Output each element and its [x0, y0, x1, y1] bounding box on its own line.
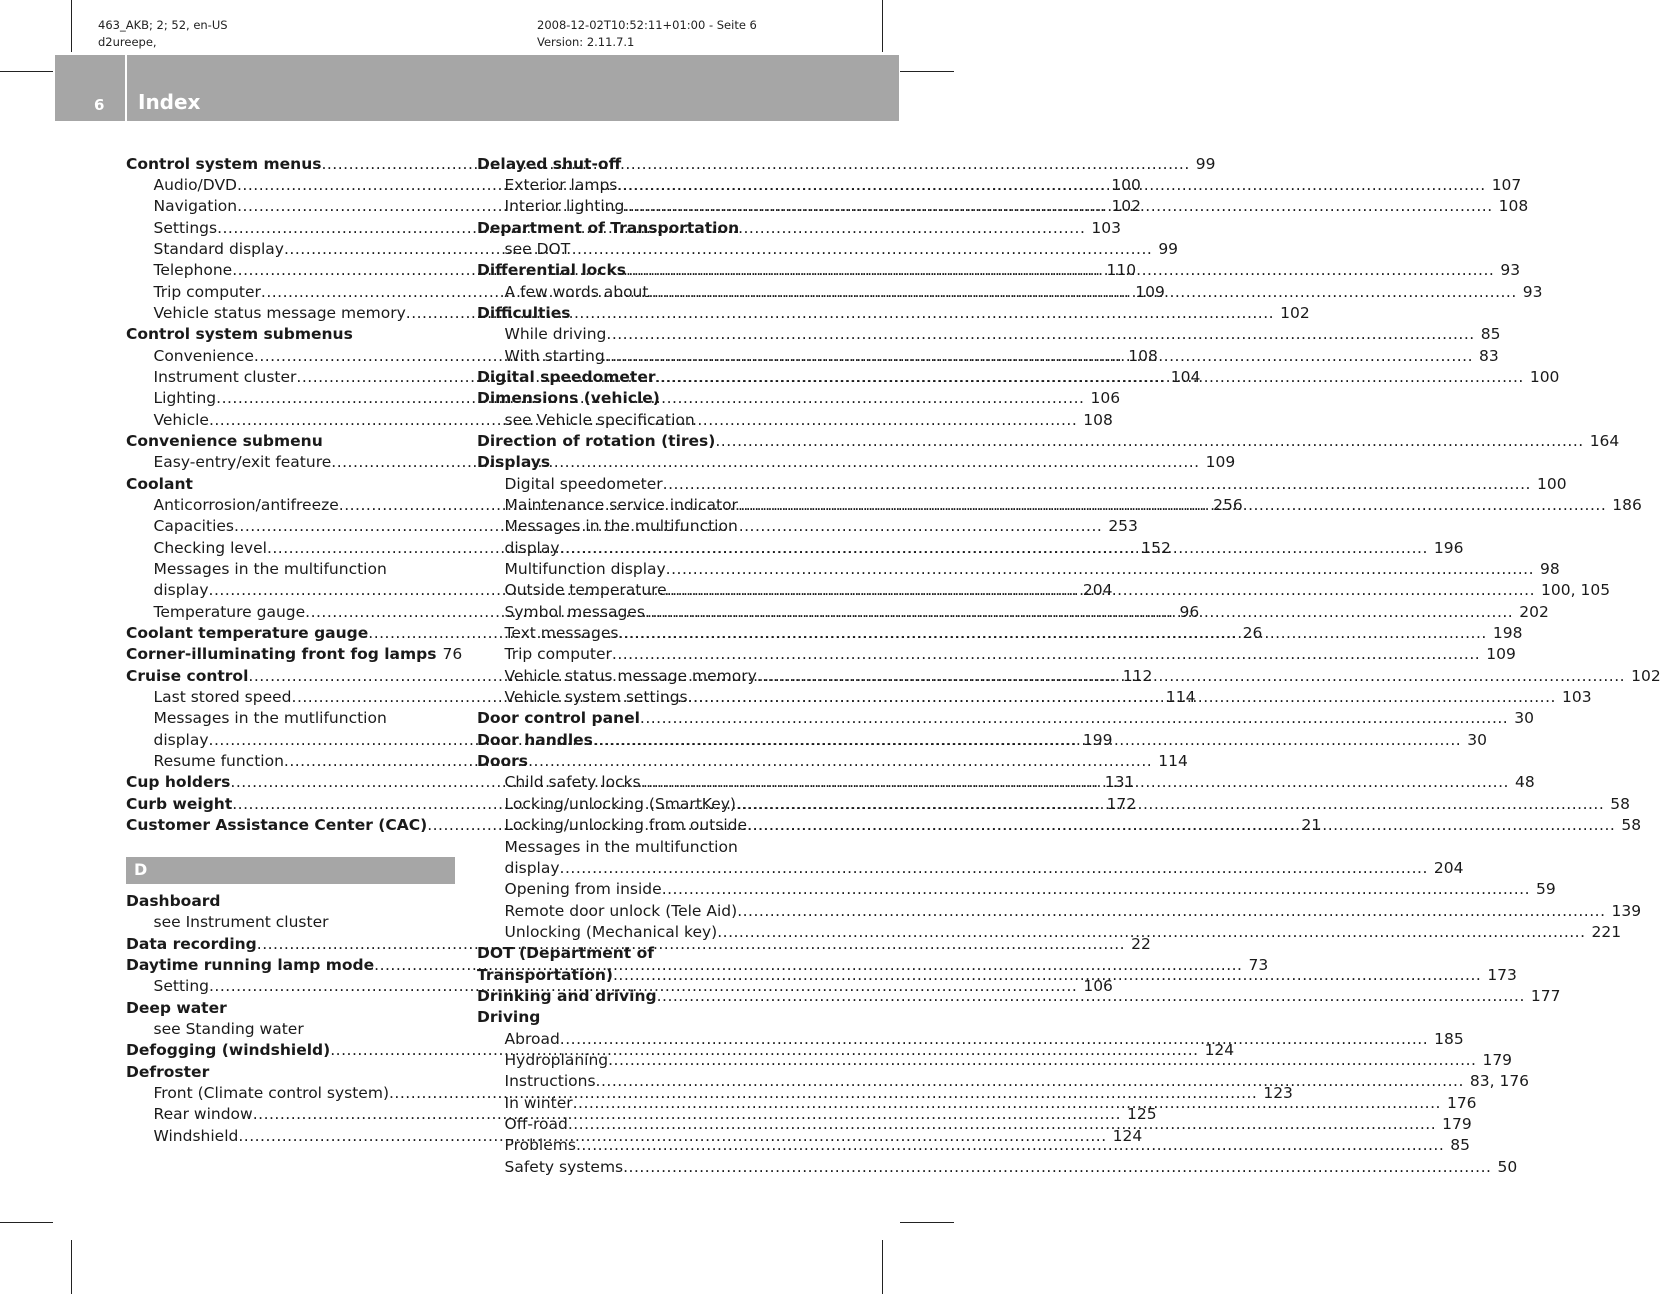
page-ref: 109 — [1205, 453, 1236, 472]
entry-text: Exterior lamps — [504, 175, 618, 194]
entry-text: Hydroplaning — [504, 1050, 609, 1069]
dot-leader — [641, 772, 1509, 793]
entry-text: display — [153, 730, 209, 749]
entry-text: Temperature gauge — [153, 602, 306, 621]
page-ref: 109 — [1135, 282, 1165, 301]
entry-text: Defroster — [126, 1062, 210, 1081]
entry-text: Lighting — [153, 389, 217, 408]
entry-text: Department of Transportation — [477, 218, 740, 237]
page-ref: 172 — [1106, 794, 1137, 813]
page-ref: 85 — [1450, 1136, 1471, 1155]
entry-text: Abroad — [504, 1029, 560, 1048]
dot-leader — [560, 538, 1428, 559]
entry-text: DOT (Department of — [477, 944, 654, 963]
dot-leader — [626, 260, 1494, 281]
dot-leader — [619, 623, 1487, 644]
index-heading — [477, 452, 806, 473]
page-ref: 26 — [1242, 624, 1263, 643]
dot-leader — [617, 175, 1485, 196]
dot-leader — [662, 879, 1530, 900]
entry-text: While driving — [504, 325, 607, 344]
page-ref: 30 — [1467, 730, 1487, 749]
page-ref: 98 — [1540, 560, 1560, 579]
entry-text: Vehicle — [153, 410, 209, 429]
page-ref: 186 — [1612, 496, 1642, 514]
dot-leader — [738, 495, 1606, 516]
page-ref: 198 — [1492, 624, 1523, 643]
dot-leader — [645, 602, 1513, 623]
entry-text: Cruise control — [126, 666, 249, 685]
entry-text: Standard display — [153, 239, 284, 258]
entry-text: Messages in the multifunction — [153, 560, 387, 579]
page-ref: 108 — [1498, 197, 1529, 216]
entry-text: Maintenance service indicator — [504, 496, 738, 514]
index-heading — [477, 154, 806, 175]
index-subentry-text — [126, 708, 455, 729]
entry-text: Control system submenus — [126, 325, 353, 344]
page-ref: 103 — [1091, 218, 1121, 237]
index-heading — [126, 431, 455, 452]
entry-text: Opening from inside — [504, 880, 662, 899]
entry-text: Driving — [477, 1008, 541, 1027]
dot-leader — [648, 282, 1516, 303]
entry-text: see Vehicle specification — [504, 410, 695, 429]
index-heading — [477, 388, 806, 409]
header-divider — [125, 55, 127, 121]
dot-leader — [613, 965, 1481, 986]
entry-text: Child safety locks — [504, 773, 641, 792]
page-ref: 204 — [1433, 858, 1464, 877]
entry-text: Remote door unlock (Tele Aid) — [504, 901, 738, 920]
page-ref: 104 — [1170, 367, 1201, 386]
crop-mark — [882, 0, 883, 52]
index-entry — [477, 708, 1534, 729]
page-ref: 124 — [1112, 1126, 1143, 1145]
page-ref: 50 — [1497, 1157, 1518, 1176]
page-ref: 256 — [1213, 496, 1243, 514]
index-heading — [126, 891, 455, 912]
entry-text: Delayed shut-off — [477, 154, 622, 173]
entry-text: Interior lighting — [504, 197, 625, 216]
page-ref: 73 — [1248, 956, 1269, 975]
page-ref: 100, 105 — [1541, 581, 1611, 600]
entry-text: Text messages — [504, 624, 619, 643]
entry-text: Locking/unlocking (SmartKey) — [504, 794, 736, 813]
page-ref: 106 — [1083, 977, 1113, 996]
page-ref: 125 — [1127, 1105, 1157, 1124]
page-ref: 131 — [1104, 773, 1135, 792]
dot-leader — [568, 1114, 1436, 1135]
index-subentry-text — [477, 410, 806, 431]
entry-text: Trip computer — [153, 282, 261, 301]
entry-text: Rear window — [153, 1105, 253, 1124]
page-ref: 164 — [1589, 431, 1620, 450]
entry-text: Symbol messages — [504, 602, 645, 621]
index-subentry-text — [477, 239, 806, 260]
entry-text: Corner-illuminating front fog lamps — [126, 645, 437, 664]
index-heading — [477, 751, 806, 772]
dot-leader — [560, 858, 1428, 879]
entry-text: Daytime running lamp mode — [126, 956, 375, 975]
crop-mark — [71, 0, 72, 52]
dot-leader — [608, 1050, 1476, 1071]
index-entry — [477, 965, 1517, 986]
page-ref: 106 — [1090, 389, 1121, 408]
entry-text: Vehicle status message memory — [153, 303, 406, 322]
index-subentry — [477, 879, 1556, 900]
entry-text: Problems — [504, 1136, 576, 1155]
entry-text: Vehicle status message memory — [504, 666, 757, 685]
page-ref: 58 — [1610, 794, 1631, 813]
print-meta-right — [537, 17, 757, 51]
index-subentry — [477, 922, 1622, 943]
page-ref: 109 — [1486, 645, 1516, 664]
entry-text: Unlocking (Mechanical key) — [504, 922, 718, 941]
dot-leader — [593, 730, 1461, 751]
entry-text: Dimensions (vehicle) — [477, 389, 660, 408]
entry-text: In winter — [504, 1093, 573, 1112]
entry-text: Dashboard — [126, 892, 221, 910]
index-subentry-text — [126, 1019, 455, 1040]
entry-text: Easy-entry/exit feature — [153, 453, 332, 472]
page-ref: 196 — [1433, 538, 1464, 557]
page-ref: 179 — [1482, 1050, 1513, 1069]
entry-text: Instrument cluster — [153, 367, 297, 386]
page-ref: 185 — [1434, 1029, 1464, 1048]
dot-leader — [757, 666, 1625, 687]
entry-text: Resume function — [153, 752, 284, 771]
entry-text: Anticorrosion/antifreeze — [153, 496, 339, 514]
page-ref: 99 — [1195, 154, 1216, 173]
entry-text: display — [504, 858, 560, 877]
entry-text: Digital speedometer — [477, 367, 656, 386]
entry-text: Curb weight — [126, 794, 233, 813]
page-ref: 253 — [1108, 517, 1138, 536]
index-subentry — [477, 1071, 1530, 1092]
index-subentry-text — [477, 837, 806, 858]
entry-text: Direction of rotation (tires) — [477, 431, 716, 450]
page-ref: 204 — [1082, 581, 1113, 600]
entry-text: Windshield — [153, 1126, 239, 1145]
page-ref: 108 — [1083, 410, 1113, 429]
dot-leader — [666, 559, 1534, 580]
section-letter-bar — [126, 857, 455, 884]
entry-text: Messages in the mutlifunction — [153, 709, 387, 728]
meta-right-line1: 2008-12-02T10:52:11+01:00 - Seite 6 — [537, 18, 757, 32]
index-subentry — [477, 1029, 1464, 1050]
index-subentry-text — [477, 516, 806, 537]
dot-leader — [560, 1029, 1428, 1050]
entry-text: Doors — [477, 752, 529, 771]
page-ref: 100 — [1529, 367, 1560, 386]
meta-left-line1: 463_AKB; 2; 52, en-US — [98, 18, 228, 32]
entry-text: Capacities — [153, 517, 234, 536]
page-ref: 123 — [1263, 1084, 1293, 1103]
entry-text: see Instrument cluster — [153, 913, 329, 932]
entry-text: Convenience submenu — [126, 431, 323, 450]
page-ref: 114 — [1158, 752, 1188, 771]
index-heading — [126, 998, 455, 1019]
entry-text: Trip computer — [504, 645, 612, 664]
dot-leader — [688, 687, 1556, 708]
page-ref: 202 — [1519, 602, 1549, 621]
entry-text: Off-road — [504, 1114, 568, 1133]
index-subentry-text — [126, 559, 455, 580]
page-ref: 76 — [442, 645, 463, 664]
dot-leader — [596, 1071, 1464, 1092]
dot-leader — [736, 794, 1604, 815]
entry-text: Last stored speed — [153, 688, 292, 707]
meta-right-line2: Version: 2.11.7.1 — [537, 35, 635, 49]
entry-text: Navigation — [153, 197, 238, 216]
page-ref: 21 — [1301, 816, 1322, 835]
entry-text: Displays — [477, 453, 551, 472]
dot-leader — [737, 901, 1605, 922]
index-heading — [477, 943, 806, 964]
entry-text: display — [504, 538, 560, 557]
page-ref: 176 — [1446, 1093, 1477, 1112]
index-subentry-text — [126, 912, 455, 933]
page-ref: 100 — [1111, 175, 1141, 194]
page-ref: 93 — [1500, 261, 1521, 280]
entry-text: Settings — [153, 218, 218, 237]
page-ref: 152 — [1141, 538, 1171, 557]
index-heading — [477, 218, 806, 239]
index-heading — [126, 474, 455, 495]
crop-mark — [0, 1222, 53, 1223]
entry-text: Defogging (windshield) — [126, 1041, 331, 1060]
index-subentry — [477, 858, 1464, 879]
entry-text: Control system menus — [126, 154, 322, 173]
index-subentry — [477, 474, 1567, 495]
entry-text: Differential locks — [477, 261, 627, 280]
page-ref: 100 — [1536, 474, 1567, 493]
page-ref: 102 — [1631, 666, 1661, 685]
page-ref: 107 — [1491, 175, 1522, 194]
page-ref: 124 — [1204, 1041, 1235, 1060]
entry-text: Drinking and driving — [477, 986, 657, 1005]
index-subentry — [477, 559, 1560, 580]
page-ref: 179 — [1442, 1114, 1472, 1133]
entry-text: Customer Assistance Center (CAC) — [126, 816, 428, 835]
dot-leader — [624, 196, 1492, 217]
page-ref: 103 — [1561, 688, 1592, 707]
page-ref: 221 — [1591, 922, 1622, 941]
page-ref: 96 — [1179, 602, 1200, 621]
section-letter: D — [134, 860, 148, 879]
dot-leader — [612, 644, 1480, 665]
page-ref: 199 — [1082, 730, 1113, 749]
index-heading — [477, 1007, 806, 1028]
page-ref: 22 — [1131, 934, 1151, 953]
index-subentry — [477, 1157, 1518, 1178]
dot-leader — [715, 431, 1583, 452]
page-ref: 102 — [1280, 303, 1310, 322]
dot-leader — [605, 346, 1473, 367]
entry-text: see Standing water — [153, 1020, 304, 1039]
entry-text: Door control panel — [477, 709, 640, 728]
entry-text: Vehicle system settings — [504, 688, 688, 707]
entry-text: Setting — [153, 977, 209, 996]
entry-text: Door handles — [477, 730, 593, 749]
entry-text: A few words about — [504, 282, 649, 301]
dot-leader — [667, 580, 1535, 601]
dot-leader — [573, 1093, 1441, 1114]
print-meta-left — [98, 17, 228, 51]
index-subentry — [477, 324, 1501, 345]
index-heading — [126, 1062, 455, 1083]
page-ref: 139 — [1611, 901, 1642, 920]
entry-text: Difficulties — [477, 303, 571, 322]
dot-leader — [623, 1157, 1491, 1178]
entry-text: Digital speedometer — [504, 474, 663, 493]
page-ref: 177 — [1530, 986, 1561, 1005]
page-ref: 48 — [1514, 773, 1535, 792]
crop-mark — [882, 1240, 883, 1294]
entry-text: Instructions — [504, 1072, 596, 1091]
crop-mark — [900, 71, 954, 72]
entry-text: Multifunction display — [504, 560, 666, 579]
dot-leader — [657, 986, 1525, 1007]
page-ref: 114 — [1165, 688, 1196, 707]
entry-text: Convenience — [153, 346, 254, 365]
entry-text: see DOT — [504, 239, 571, 258]
dot-leader — [606, 324, 1474, 345]
dot-leader — [640, 708, 1508, 729]
page-ref: 173 — [1487, 965, 1517, 984]
entry-text: Cup holders — [126, 773, 231, 792]
crop-mark — [71, 1240, 72, 1294]
index-heading — [477, 303, 806, 324]
meta-left-line2: d2ureepe, — [98, 35, 157, 49]
page-ref: 85 — [1480, 325, 1501, 344]
entry-text: Safety systems — [504, 1157, 624, 1176]
index-entry — [477, 431, 1620, 452]
page-ref: 112 — [1122, 666, 1153, 685]
entry-text: Messages in the multifunction — [504, 837, 738, 856]
page-ref: 99 — [1158, 239, 1179, 258]
index-heading — [126, 324, 455, 345]
dot-leader — [663, 474, 1531, 495]
page-ref: 110 — [1106, 261, 1137, 280]
dot-leader — [576, 1135, 1444, 1156]
entry-text: Coolant temperature gauge — [126, 624, 369, 643]
page-title: Index — [138, 90, 201, 114]
entry-text: Telephone — [153, 261, 233, 280]
dot-leader — [656, 367, 1524, 388]
entry-text: Coolant — [126, 474, 193, 493]
page-ref: 102 — [1111, 197, 1142, 216]
dot-leader — [717, 922, 1585, 943]
page-ref: 59 — [1536, 880, 1556, 899]
entry-text: Checking level — [153, 538, 267, 557]
entry-text: Outside temperature — [504, 581, 667, 600]
crop-mark — [0, 71, 53, 72]
page-ref: 58 — [1621, 816, 1642, 835]
index-subentry — [477, 644, 1516, 665]
entry-text: With starting — [504, 346, 605, 365]
entry-text: display — [153, 581, 209, 600]
page-ref: 83, 176 — [1469, 1072, 1530, 1091]
page-number: 6 — [94, 96, 105, 114]
index-entry — [126, 644, 463, 665]
page-ref: 108 — [1128, 346, 1158, 365]
entry-text: Messages in the multifunction — [504, 517, 738, 536]
index-subentry — [477, 901, 1642, 922]
page-ref: 83 — [1479, 346, 1499, 365]
crop-mark — [900, 1222, 954, 1223]
entry-text: Audio/DVD — [153, 175, 237, 194]
dot-leader — [747, 815, 1615, 836]
entry-text: Transportation) — [477, 965, 613, 984]
entry-text: Locking/unlocking from outside — [504, 816, 748, 835]
page-ref: 30 — [1514, 709, 1534, 728]
entry-text: Data recording — [126, 934, 257, 953]
page-ref: 93 — [1522, 282, 1543, 301]
entry-text: Deep water — [126, 998, 227, 1017]
entry-text: Front (Climate control system) — [153, 1084, 389, 1103]
